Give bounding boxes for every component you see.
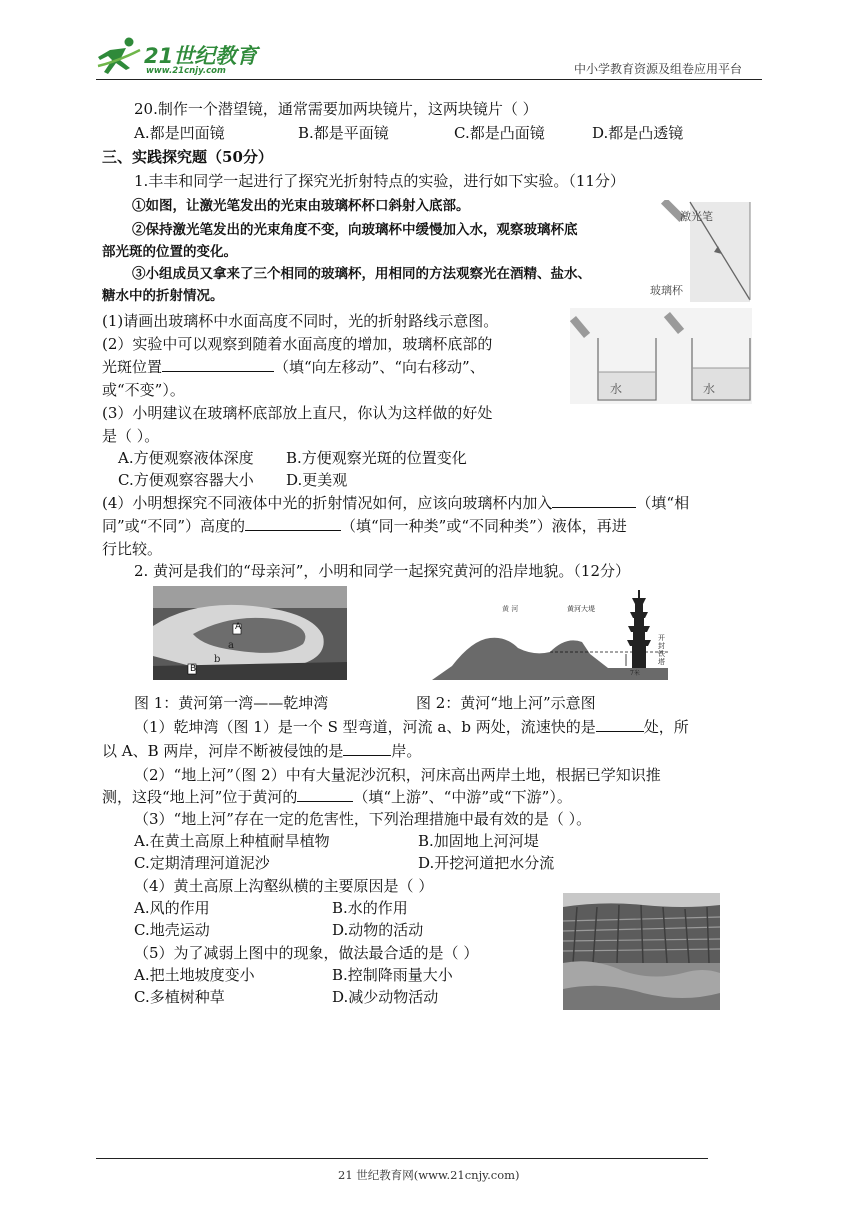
fig1-label-B: B <box>190 664 197 674</box>
p1-q4a <box>102 492 689 513</box>
p2-q1b <box>102 740 421 761</box>
p1-q2a: (2）实验中可以观察到随着水面高度的增加，玻璃杯底部的 <box>102 335 493 353</box>
blank-light-spot[interactable] <box>162 357 274 372</box>
fig1-label-A: A <box>235 622 242 632</box>
p1-q2c: 或“不变”）。 <box>102 381 185 399</box>
p1-step3b: 糖水中的折射情况。 <box>102 288 224 304</box>
p2-q3-option-b: B.加固地上河河堤 <box>418 832 539 850</box>
p2-q5-option-d: D.减少动物活动 <box>332 988 439 1006</box>
fig2-label-tower: 开封铁塔 <box>658 634 665 666</box>
p2-q1a-text: （1）乾坤湾（图 1）是一个 S 型弯道，河流 a、b 两处，流速快的是 <box>134 718 596 736</box>
p1-q4b-post: （填“同一种类”或“不同种类”）液体，再进 <box>341 517 627 535</box>
fig1-label-b: b <box>214 654 221 665</box>
label-water-1: 水 <box>610 382 623 396</box>
p2-q1a-post: 处，所 <box>643 718 689 736</box>
label-laser: 激光笔 <box>680 210 713 223</box>
q20-option-a: A.都是凹面镜 <box>134 124 225 142</box>
header-right-text: 中小学教育资源及组卷应用平台 <box>574 62 743 76</box>
fig2-label-river: 黄 河 <box>502 605 519 613</box>
p1-step1: ①如图，让激光笔发出的光束由玻璃杯杯口斜射入底部。 <box>132 198 470 214</box>
label-water-2: 水 <box>703 382 716 396</box>
blank-river-section[interactable] <box>297 787 353 802</box>
p2-q2b-post: （填“上游”、“中游”或“下游”）。 <box>353 788 572 806</box>
blank-height[interactable] <box>552 493 636 508</box>
p1-q4a-post: （填“相 <box>636 494 690 512</box>
p2-q4-option-b: B.水的作用 <box>332 899 408 917</box>
logo-runner-icon <box>96 36 144 78</box>
p1-q3-option-d: D.更美观 <box>286 471 348 489</box>
p2-q5-option-c: C.多植树种草 <box>134 988 225 1006</box>
p2-q1b-pre: 以 A、B 两岸，河岸不断被侵蚀的是 <box>102 742 344 760</box>
p1-q3b: 是（ ）。 <box>102 427 160 445</box>
logo-text: 21世纪教育 <box>144 44 258 68</box>
p2-q2b <box>102 786 572 807</box>
blank-fast-flow[interactable] <box>596 717 644 732</box>
p2-q5: （5）为了减弱上图中的现象，做法最合适的是（ ） <box>134 944 479 962</box>
q20-stem: 20.制作一个潜望镜，通常需要加两块镜片，这两块镜片（ ） <box>134 100 538 118</box>
p2-q2b-pre: 测，这段“地上河”位于黄河的 <box>102 788 298 806</box>
p2-q3-option-d: D.开挖河道把水分流 <box>418 854 555 872</box>
p2-q2a: （2）“地上河”（图 2）中有大量泥沙沉积，河床高出两岸土地，根据已学知识推 <box>134 766 661 784</box>
fig2-label-height: 7米 <box>630 670 640 677</box>
p2-q3-option-c: C.定期清理河道泥沙 <box>134 854 270 872</box>
p2-q5-option-b: B.控制降雨量大小 <box>332 966 453 984</box>
p1-q1: (1)请画出玻璃杯中水面高度不同时，光的折射路线示意图。 <box>102 312 499 330</box>
q20-option-d: D.都是凸透镜 <box>592 124 684 142</box>
p1-q3-option-a: A.方便观察液体深度 <box>118 449 254 467</box>
logo-url: www.21cnjy.com <box>146 66 226 76</box>
caption-fig2: 图 2：黄河“地上河”示意图 <box>416 694 596 712</box>
footer-divider <box>96 1158 708 1159</box>
blank-eroded-bank[interactable] <box>343 741 391 756</box>
p1-q2b <box>102 356 485 377</box>
p2-q4: （4）黄土高原上沟壑纵横的主要原因是（ ） <box>134 877 434 895</box>
p1-step3a: ③小组成员又拿来了三个相同的玻璃杯，用相同的方法观察光在酒精、盐水、 <box>132 266 591 282</box>
p2-q4-option-d: D.动物的活动 <box>332 921 424 939</box>
p2-q1b-post: 岸。 <box>391 742 422 760</box>
p1-q4c: 行比较。 <box>102 540 163 558</box>
river-bend-photo <box>153 586 347 680</box>
section-title: 三、实践探究题（50分） <box>102 148 273 166</box>
p1-step2b: 部光斑的位置的变化。 <box>102 244 237 260</box>
p2-q4-option-a: A.风的作用 <box>134 899 210 917</box>
caption-fig1: 图 1：黄河第一湾——乾坤湾 <box>134 694 329 712</box>
p2-q4-option-c: C.地壳运动 <box>134 921 210 939</box>
p1-step2a: ②保持激光笔发出的光束角度不变，向玻璃杯中缓慢加入水，观察玻璃杯底 <box>132 222 578 238</box>
p2-q5-option-a: A.把土地坡度变小 <box>134 966 255 984</box>
p2-q1a <box>134 716 689 737</box>
p1-q4b-pre: 同”或“不同”）高度的 <box>102 517 246 535</box>
loess-plateau-photo <box>563 893 720 1010</box>
q20-option-c: C.都是凸面镜 <box>454 124 545 142</box>
p1-q3-option-b: B.方便观察光斑的位置变化 <box>286 449 467 467</box>
q20-option-b: B.都是平面镜 <box>298 124 389 142</box>
label-glass: 玻璃杯 <box>650 284 683 297</box>
p1-q2b-pre: 光斑位置 <box>102 358 163 376</box>
header-divider <box>96 79 762 80</box>
fig2-label-dam: 黄河大堤 <box>567 605 595 613</box>
p1-q3-option-c: C.方便观察容器大小 <box>118 471 254 489</box>
p1-intro: 1.丰丰和同学一起进行了探究光折射特点的实验，进行如下实验。（11分） <box>134 172 625 190</box>
p1-q4b <box>102 515 627 536</box>
p2-intro: 2. 黄河是我们的“母亲河”，小明和同学一起探究黄河的沿岸地貌。（12分） <box>134 562 631 580</box>
footer-text: 21 世纪教育网(www.21cnjy.com) <box>338 1168 520 1182</box>
fig1-label-a: a <box>228 640 234 651</box>
p2-q3-option-a: A.在黄土高原上种植耐旱植物 <box>134 832 330 850</box>
p1-q2b-post: （填“向左移动”、“向右移动”、 <box>274 358 485 376</box>
p1-q4a-pre: (4）小明想探究不同液体中光的折射情况如何，应该向玻璃杯内加入 <box>102 494 553 512</box>
blank-liquid-type[interactable] <box>245 516 341 531</box>
p1-q3a: (3）小明建议在玻璃杯底部放上直尺，你认为这样做的好处 <box>102 404 493 422</box>
p2-q3: （3）“地上河”存在一定的危害性，下列治理措施中最有效的是（ ）。 <box>134 810 592 828</box>
two-cups-figure <box>570 308 752 404</box>
